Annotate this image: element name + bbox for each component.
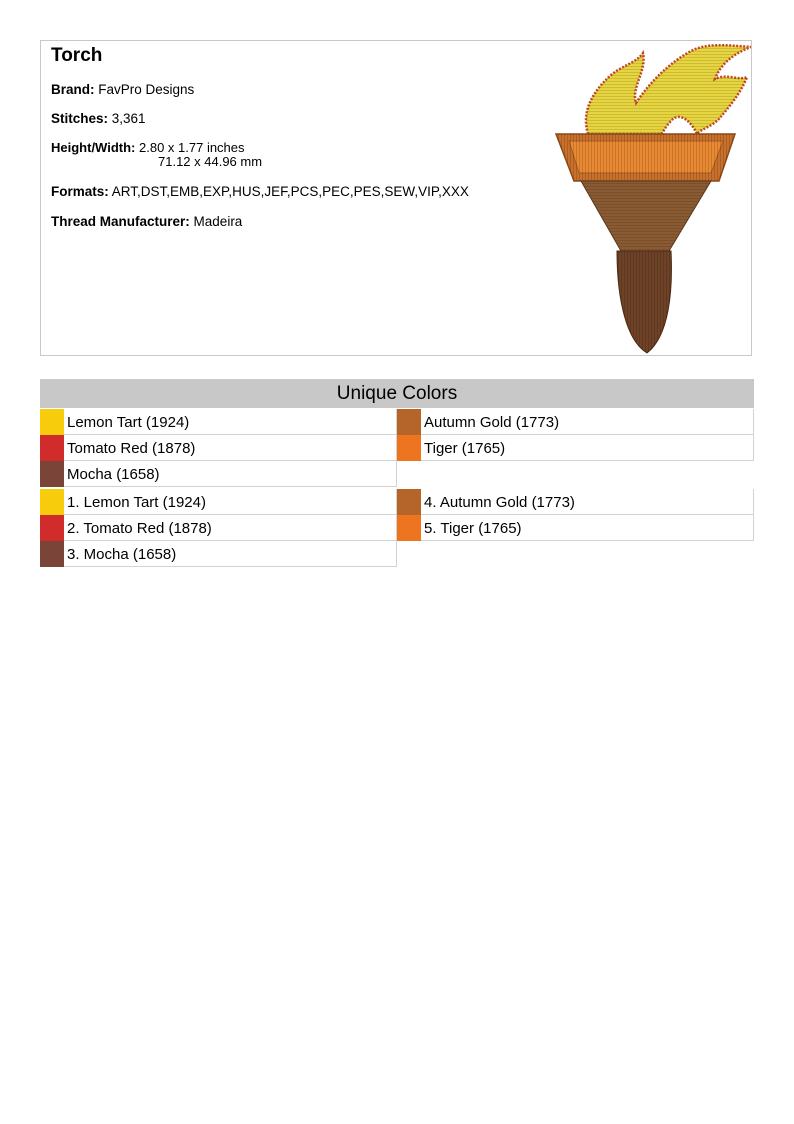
unique-colors-header: Unique Colors xyxy=(40,379,754,408)
color-name: 4. Autumn Gold (1773) xyxy=(424,494,575,511)
stitches-label: Stitches: xyxy=(51,111,109,126)
sequence-row xyxy=(397,489,754,515)
color-name: 1. Lemon Tart (1924) xyxy=(67,494,206,511)
color-row xyxy=(397,435,754,461)
rim-stitch-texture xyxy=(556,134,735,181)
color-name: 3. Mocha (1658) xyxy=(67,546,177,563)
handle-lower-stitch xyxy=(617,251,671,353)
height-width-mm: 71.12 x 44.96 mm xyxy=(158,154,263,169)
color-swatch xyxy=(397,409,421,435)
thread-manufacturer-value: Madeira xyxy=(193,214,243,229)
color-row xyxy=(40,461,397,487)
color-row xyxy=(40,409,397,435)
formats-label: Formats: xyxy=(51,184,109,199)
brand-field xyxy=(51,83,194,97)
sequence-row xyxy=(40,541,397,567)
color-swatch xyxy=(40,409,64,435)
height-width-label: Height/Width: xyxy=(51,140,136,155)
color-swatch xyxy=(40,541,64,567)
thread-manufacturer-label: Thread Manufacturer: xyxy=(51,214,190,229)
color-row xyxy=(40,435,397,461)
brand-label: Brand: xyxy=(51,82,95,97)
formats-field xyxy=(51,185,469,199)
sequence-row xyxy=(40,489,397,515)
stitches-field xyxy=(51,112,146,126)
color-name: Tiger (1765) xyxy=(424,440,506,457)
sequence-row xyxy=(397,515,754,541)
color-swatch xyxy=(40,489,64,515)
color-swatch xyxy=(397,515,421,541)
color-row xyxy=(397,409,754,435)
color-name: Lemon Tart (1924) xyxy=(67,414,190,431)
color-name: 5. Tiger (1765) xyxy=(424,520,522,537)
height-width-inches: 2.80 x 1.77 inches xyxy=(139,140,245,155)
design-info-panel xyxy=(40,40,752,356)
color-swatch xyxy=(40,461,64,487)
thread-manufacturer-field xyxy=(51,215,242,229)
brand-value: FavPro Designs xyxy=(98,82,195,97)
color-name: Mocha (1658) xyxy=(67,466,160,483)
color-swatch xyxy=(397,489,421,515)
stitches-value: 3,361 xyxy=(111,111,146,126)
height-width-field xyxy=(51,140,263,169)
color-name: 2. Tomato Red (1878) xyxy=(67,520,212,537)
color-swatch xyxy=(397,435,421,461)
torch-embroidery-image xyxy=(551,41,751,357)
color-name: Tomato Red (1878) xyxy=(67,440,196,457)
design-title: Torch xyxy=(51,45,103,66)
sequence-row xyxy=(40,515,397,541)
color-swatch xyxy=(40,515,64,541)
flame-stitch-texture xyxy=(586,45,751,134)
color-swatch xyxy=(40,435,64,461)
formats-value: ART,DST,EMB,EXP,HUS,JEF,PCS,PEC,PES,SEW,VIP,XXX xyxy=(111,184,469,199)
color-name: Autumn Gold (1773) xyxy=(424,414,560,431)
